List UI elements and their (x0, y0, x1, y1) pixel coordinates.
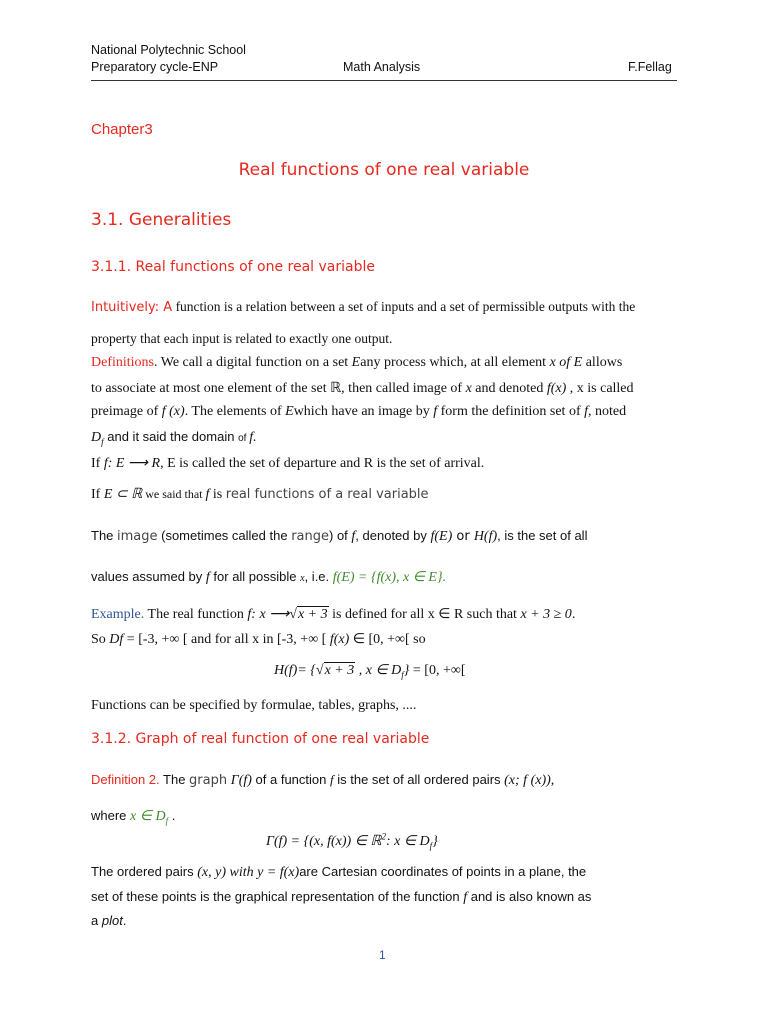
definitions-line-3 (91, 404, 626, 420)
math-Df: $D_f$ (91, 430, 104, 447)
image-def-line-1 (91, 528, 587, 545)
text: set of these points is the graphical representation of the (91, 889, 415, 904)
intuitive-line-1 (91, 299, 635, 315)
intuitive-line-2: property that each input is related to exactly one output. (91, 331, 393, 346)
example-line-1: Example. The real function f: x ⟶√x + 3 is defined for all x ∈ R such that x + 3 ≥ 0. (91, 607, 576, 622)
math-fE-set: f(E) = {f(x), x ∈ E}. (332, 570, 447, 585)
math-Hf-set: H(f)= {√x + 3 , x ∈ $D_f$} (274, 663, 410, 680)
math-pair: (x; f (x)), (504, 773, 555, 788)
text: . The elements of (184, 404, 286, 419)
text: and is also known as (467, 889, 592, 904)
math-E: E (285, 404, 294, 419)
page-number: 1 (379, 948, 386, 962)
text: or (452, 529, 474, 544)
text: a (91, 913, 102, 928)
text: The real function (144, 607, 248, 622)
definitions-line-5 (91, 455, 484, 472)
text: Cartesian coordinates (321, 864, 449, 879)
definitions-line-2 (91, 380, 634, 397)
text: , x is called (566, 381, 634, 396)
section-heading: 3.1. Generalities (91, 210, 232, 230)
math-x: x (465, 381, 472, 396)
text: If (91, 456, 104, 471)
math-E: E (351, 355, 361, 370)
text: of points in a (448, 864, 530, 879)
text: for all possible (209, 569, 301, 584)
text: and denoted (471, 381, 547, 396)
math-f: f (463, 890, 468, 905)
text: are (299, 864, 322, 879)
text: The ordered pairs (91, 864, 198, 879)
text: , the (560, 864, 587, 879)
definitions-line-4 (91, 429, 257, 447)
text: (sometimes called the (157, 528, 292, 543)
definition2-line-5 (91, 889, 591, 906)
math-f: f (329, 772, 334, 787)
header-school: National Polytechnic School (91, 43, 246, 57)
definitions-line-6 (91, 486, 429, 503)
definition2-line-6 (91, 913, 126, 928)
text: image (117, 529, 158, 544)
text: If (91, 487, 104, 502)
text: to associate at most one element of the set ℝ, then called image of (91, 381, 466, 396)
math-f: f (433, 404, 438, 419)
math-pairs: (x, y) with y = f(x) (197, 865, 300, 880)
text: and it said the domain (103, 429, 239, 444)
text: where (91, 808, 131, 823)
example-label: Example. (91, 607, 145, 622)
text: graph (189, 773, 228, 788)
page-title: Real functions of one real variable (238, 160, 530, 180)
math-f-x: f (x) (161, 404, 185, 419)
text: we said that (142, 487, 206, 501)
functions-specified: Functions can be specified by formulae, tables, graphs, .... (91, 698, 417, 713)
math-E-subset-R: E ⊂ ℝ (103, 487, 143, 502)
text: , i.e. (304, 569, 333, 584)
math-f: f (584, 404, 588, 419)
text: , is the set of all (497, 528, 588, 543)
text: . (122, 913, 127, 928)
text: = [0, +∞[ (412, 663, 466, 678)
math-f: f (205, 570, 210, 585)
text: function (414, 889, 460, 904)
definition2-label: Definition 2. (91, 772, 160, 787)
text: is the set of all ordered pairs (333, 772, 505, 787)
definition2-line-2: where x ∈ $D_f$ . (91, 808, 176, 826)
example-line-2 (91, 631, 426, 648)
text: The (91, 528, 118, 543)
text: values assumed by (91, 569, 206, 584)
text: ∈ [0, +∞[ so (349, 632, 426, 647)
text: ) of (329, 528, 352, 543)
text: allows (582, 355, 623, 370)
math-f: f (205, 487, 210, 502)
math-fx: f(x) (546, 381, 567, 396)
math-x: x (300, 573, 305, 584)
math-Df: Df (109, 632, 124, 647)
header-rule (91, 80, 677, 81)
math-Hf: H(f) (473, 529, 498, 544)
text: So (91, 632, 110, 647)
text: , noted (588, 404, 627, 419)
definitions-label: Definitions (91, 355, 154, 370)
definition2-line-4 (91, 864, 586, 881)
definition2-equation (266, 831, 438, 850)
text: plane (529, 864, 561, 879)
math-x-in-Df: x ∈ $D_f$ (130, 809, 169, 826)
math-Gamma-f: Γ(f) (230, 773, 252, 788)
math-f: f. (249, 430, 257, 445)
text: of (238, 433, 250, 444)
math-x-of-E: x of E (549, 355, 583, 370)
example-equation (274, 662, 466, 680)
math-graph-set: Γ(f) = {(x, f(x)) ∈ ℝ$^2$: x ∈ $D_f$} (266, 831, 438, 851)
text: . We call a digital function on a set (154, 355, 352, 370)
text: real functions of a real variable (225, 487, 429, 502)
image-def-line-2 (91, 569, 446, 586)
text: any process which, at all element (360, 355, 550, 370)
text: , E is called the set of departure and R is the set of arrival. (160, 456, 485, 471)
text: , denoted by (355, 528, 431, 543)
math-x-plus-3-geq-0: x + 3 ≥ 0 (520, 607, 572, 622)
text: plot (101, 913, 123, 928)
text: = [-3, +∞ [ and for all x in [-3, +∞ [ (123, 632, 330, 647)
header-course: Math Analysis (343, 60, 421, 74)
definitions-line-1 (91, 355, 622, 371)
math-fx: f(x) (329, 632, 350, 647)
definition2-line-1 (91, 772, 554, 789)
math-f: f (351, 529, 356, 544)
header-cycle: Preparatory cycle-ENP (91, 60, 219, 74)
text: The (159, 772, 190, 787)
text: is defined for all x ∈ R such that (332, 607, 521, 622)
text: of a function (251, 772, 330, 787)
text: form the definition set of (437, 404, 585, 419)
intuitive-text-1: function is a relation between a set of inputs and a set of permissible outputs with the (172, 299, 636, 314)
intuitive-label: Intuitively: A (91, 300, 173, 315)
text: is (209, 487, 226, 502)
math-f-E-to-R: f: E ⟶ R (103, 456, 161, 471)
subsection-heading-2: 3.1.2. Graph of real function of one real variable (91, 731, 430, 747)
subsection-heading-1: 3.1.1. Real functions of one real variable (91, 259, 375, 275)
text: preimage of (91, 404, 162, 419)
math-fE: f(E) (430, 529, 453, 544)
math-f-map: f: x ⟶√x + 3 (247, 607, 328, 622)
text: range (291, 529, 329, 544)
text: which have an image by (293, 404, 434, 419)
header-author: F.Fellag (628, 60, 672, 74)
chapter-label: Chapter3 (91, 121, 153, 138)
